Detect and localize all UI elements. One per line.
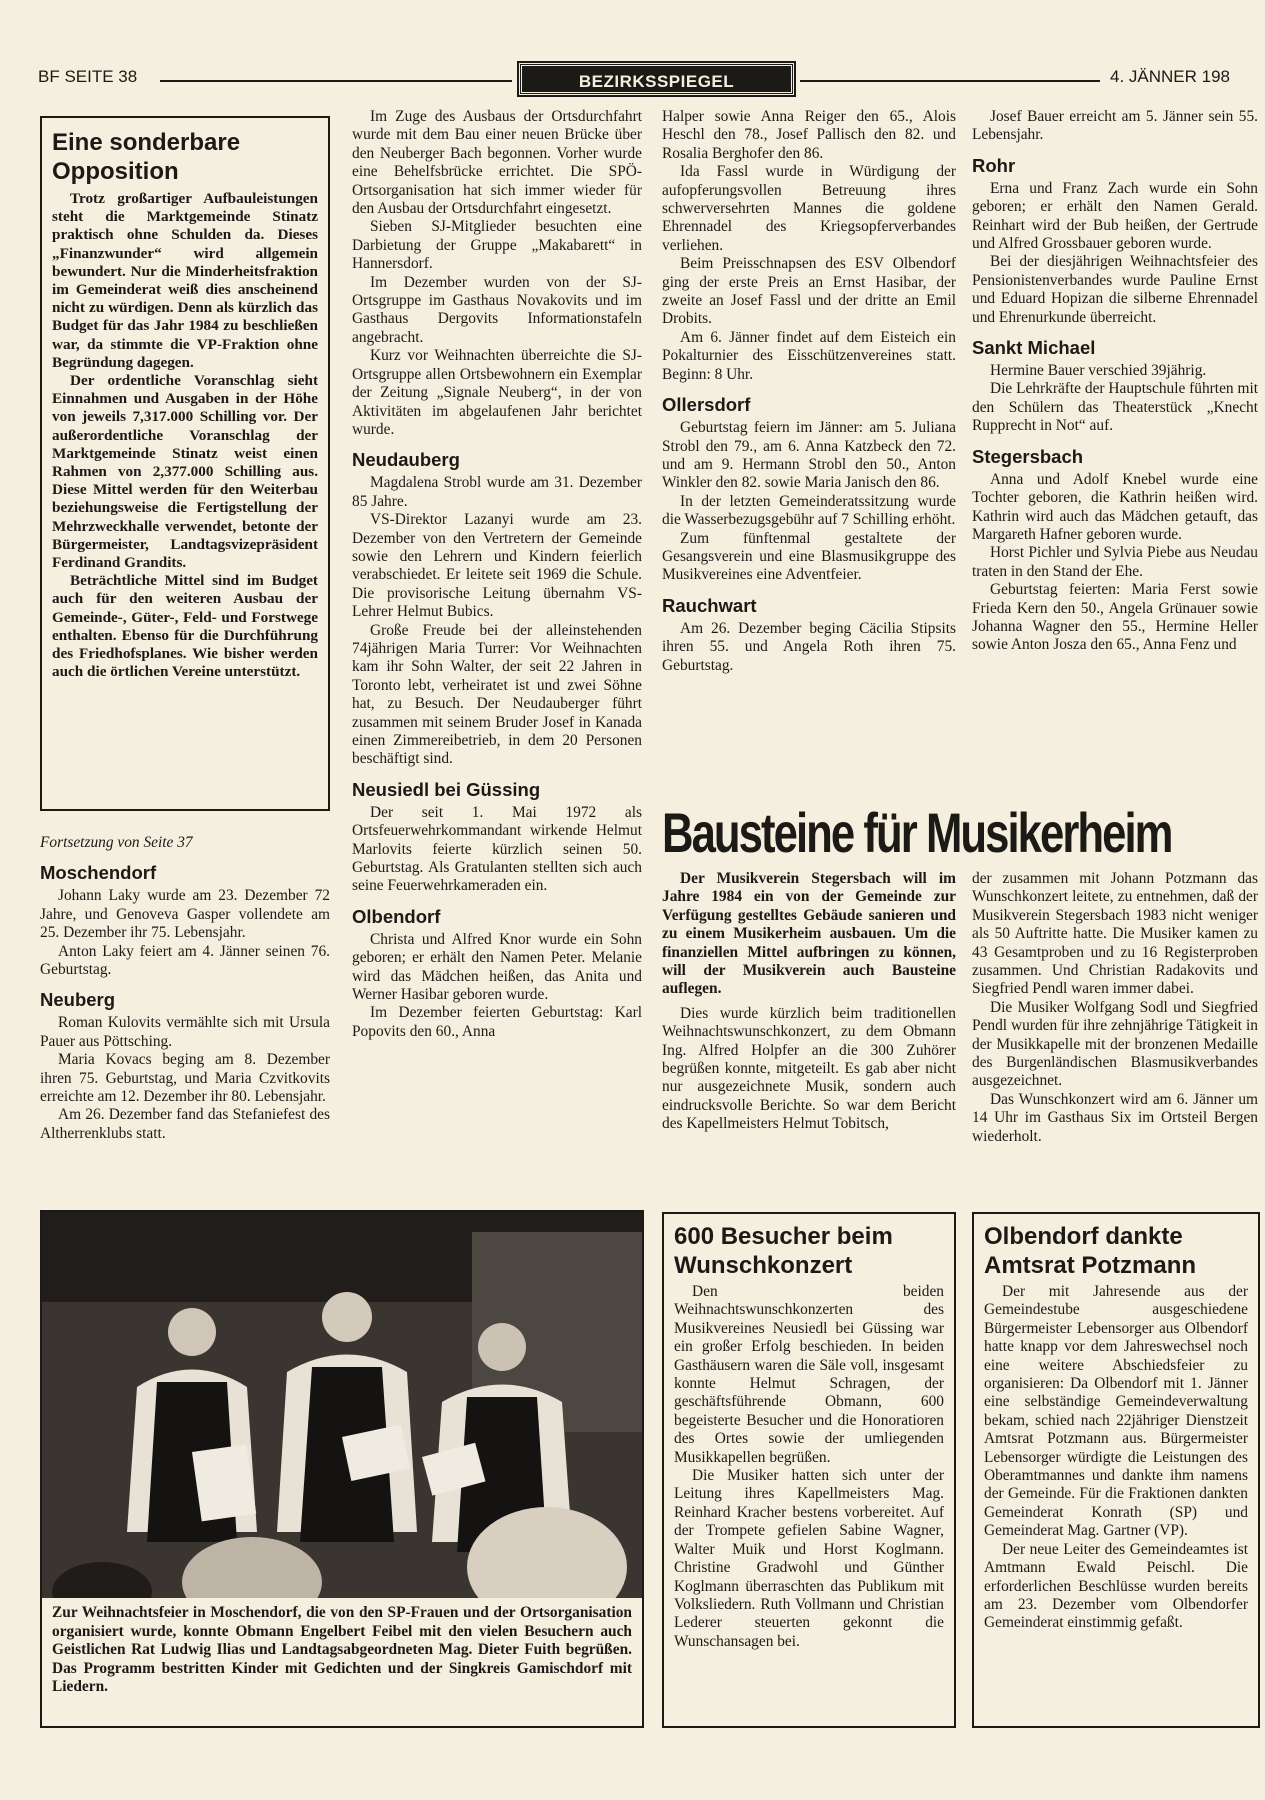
col3-intro-4: Am 6. Jänner findet auf dem Eisteich ein Pokalturnier des Eisschützenvereines statt. Beginn: 8 Uhr. xyxy=(662,328,956,383)
wunschkonzert-box xyxy=(662,1212,956,1728)
column-4 xyxy=(972,108,1258,655)
section-banner: BEZIRKSSPIEGEL xyxy=(519,63,794,95)
heading-stegersbach: Stegersbach xyxy=(972,445,1084,467)
col3-intro-1: Halper sowie Anna Reiger den 65., Alois Heschl den 78., Josef Pallisch den 82. und Rosalia Berghofer den 86. xyxy=(662,108,956,162)
musikerheim-right-para-2: Die Musiker Wolfgang Sodl und Siegfried Pendl wurden für ihre zehnjährige Tätigkeit in der Musikkapelle mit der bronzenen Medaille des Burgenländischen Blasmusikverbandes ausgezeichnet. xyxy=(972,998,1258,1090)
heading-rohr: Rohr xyxy=(972,154,1016,176)
musikerheim-right-para-1: der zusammen mit Johann Potzmann das Wunschkonzert leitete, zu entnehmen, daß der Musikverein Stegersbach 1983 nicht weniger als 50 Auftritte hatte. Die Musiker kamen zu 43 Gesamtproben und zu 16 Registerproben zusammen. Und Christian Radakovits und Siegfried Pendl waren immer dabei. xyxy=(972,870,1258,998)
ollersdorf-para-2: In der letzten Gemeinderatssitzung wurde die Wasserbezugsgebühr auf 7 Schilling erhöht. xyxy=(662,492,956,529)
olbendorf-para-1: Christa und Alfred Knor wurde ein Sohn geboren; er erhält den Namen Peter. Melanie wird das Mädchen heißen, das Anita und Werner Hasibar geboren wurde. xyxy=(352,930,642,1004)
col2-intro-2: Sieben SJ-Mitglieder besuchten eine Darbietung der Gruppe „Makabarett“ in Hannersdorf. xyxy=(352,218,642,273)
opposition-title: Eine sonderbare Opposition xyxy=(52,129,241,185)
potzmann-box xyxy=(972,1212,1260,1728)
heading-neuberg: Neuberg xyxy=(40,989,116,1011)
neuberg-para-1: Roman Kulovits vermählte sich mit Ursula Pauer aus Pöttsching. xyxy=(40,1014,330,1050)
rohr-para-1: Erna und Franz Zach wurde ein Sohn geboren; er erhält den Namen Gerald. Reinhart wird der Bub heißen, der Gertrude und Alfred Grossbauer geboren wurde. xyxy=(972,179,1258,253)
opposition-para-2: Der ordentliche Voranschlag sieht Einnahmen und Ausgaben in der Höhe von jeweils 7,317.000 Schilling vor. Der außerordentliche Voranschlag der Marktgemeinde Stinatz weist einen Rahmen von 2,377.000 Schilling aus. Diese Mittel werden für den Weiterbau beziehungsweise die Fertigstellung der Mehrzweckhalle verwendet, betonte der Bürgermeister, Landtagsvizepräsident Ferdinand Grandits. xyxy=(52,372,318,572)
heading-sankt-michael: Sankt Michael xyxy=(972,337,1096,359)
moschendorf-para-1: Johann Laky wurde am 23. Dezember 72 Jahre, und Genoveva Gasper vollendete am 25. Dezember ihr 75. Lebensjahr. xyxy=(40,887,330,942)
col2-intro-1: Im Zuge des Ausbaus der Ortsdurchfahrt wurde mit dem Bau einer neuen Brücke über den Neuberger Bach begonnen. Vorher wurde eine Behelfsbrücke errichtet. Die SPÖ-Ortsorganisation hat sich immer wieder für den Ausbau der Ortsdurchfahrt eingesetzt. xyxy=(352,108,642,218)
neusiedl-para-1: Der seit 1. Mai 1972 als Ortsfeuerwehrkommandant wirkende Helmut Marlovits feierte kürzlich seinen 50. Geburtstag. Als Gratulanten stellten sich auch seine Feuerwehrkameraden ein. xyxy=(352,803,642,895)
opposition-para-3: Beträchtliche Mittel sind im Budget auch für den weiteren Ausbau der Gemeinde-, Güter-, Feld- und Forstwege enthalten. Ebenso für die Durchführung des Friedhofsplanes. Wie bisher werden auch die örtlichen Vereine unterstützt. xyxy=(52,572,318,681)
heading-ollersdorf: Ollersdorf xyxy=(662,394,751,416)
michael-para-1: Hermine Bauer verschied 39jährig. xyxy=(990,362,1207,380)
opposition-box xyxy=(40,116,330,811)
wunschkonzert-para-2: Die Musiker hatten sich unter der Leitung ihres Kapellmeisters Mag. Reinhard Kracher bestens vorbereitet. Auf der Trompete gefielen Sabine Wagner, Walter Muik und Horst Koglmann. Christine Gradwohl und Günther Koglmann überraschten das Publikum mit Volksliedern. Ruth Vollmann und Christian Lederer steuerten gekonnt die Wunschansagen bei. xyxy=(674,1467,944,1650)
header-rule-left xyxy=(160,80,512,82)
potzmann-title: Olbendorf dankte Amtsrat Potzmann xyxy=(984,1223,1197,1279)
heading-neudauberg: Neudauberg xyxy=(352,449,460,471)
stegersbach-para-2: Horst Pichler und Sylvia Piebe aus Neudau traten in den Stand der Ehe. xyxy=(972,544,1258,580)
musikerheim-left xyxy=(662,870,956,1134)
musikerheim-lead: Der Musikverein Stegersbach will im Jahre 1984 ein von der Gemeinde zur Verfügung gestelltes Gebäude sanieren und zu einem Musikerheim ausbauen. Um die finanziellen Mittel aufbringen zu können, will der Musikverein auch Bausteine auflegen. xyxy=(662,870,956,998)
column-2 xyxy=(352,108,642,1041)
ollersdorf-para-3: Zum fünftenmal gestaltete der Gesangsverein und eine Blasmusikgruppe des Musikvereines eine Adventfeier. xyxy=(662,529,956,584)
col4-intro-1: Josef Bauer erreicht am 5. Jänner sein 55. Lebensjahr. xyxy=(972,108,1258,144)
neudauberg-para-3: Große Freude bei der alleinstehenden 74jährigen Maria Turrer: Vor Weihnachten kam ihr Sohn Walter, der seit 22 Jahren in Toronto lebt, verheiratet ist und zwei Söhne hat, zu Besuch. Der Neudauberger führt zusammen mit seinem Bruder Josef in Kanada einen Zimmereibetrieb, in dem 20 Personen beschäftigt sind. xyxy=(352,621,642,768)
musikerheim-body-left: Dies wurde kürzlich beim traditionellen Weihnachtswunschkonzert, zu dem Obmann Ing. Alfred Holpfer an die 300 Zuhörer begrüßen konnte, mitgeteilt. Es gab aber nicht nur ausgezeichnete Musik, sondern auch eindrucksvolle Berichte. So war dem Bericht des Kapellmeisters Helmut Tobitsch, xyxy=(662,1004,956,1133)
neuberg-para-2: Maria Kovacs beging am 8. Dezember ihren 75. Geburtstag, und Maria Czvitkovits erreichte am 12. Dezember ihr 80. Lebensjahr. xyxy=(40,1051,330,1106)
neuberg-para-3: Am 26. Dezember fand das Stefaniefest des Altherrenklubs statt. xyxy=(40,1106,330,1142)
michael-para-2: Die Lehrkräfte der Hauptschule führten mit den Schülern das Theaterstück „Knecht Rupprecht in Not“ auf. xyxy=(972,380,1258,435)
ollersdorf-para-1: Geburtstag feiern im Jänner: am 5. Juliana Strobl den 79., am 6. Anna Katzbeck den 72. und am 9. Hermann Strobl den 50., Anton Winkler den 82. sowie Maria Janisch den 86. xyxy=(662,419,956,492)
wunschkonzert-title: 600 Besucher beim Wunschkonzert xyxy=(674,1223,893,1279)
issue-date: 4. JÄNNER 198 xyxy=(1110,67,1230,86)
heading-rauchwart: Rauchwart xyxy=(662,594,757,616)
heading-olbendorf: Olbendorf xyxy=(352,905,441,927)
neudauberg-para-2: VS-Direktor Lazanyi wurde am 23. Dezember von den Vertretern der Gemeinde sowie den Lehrern und Kindern feierlich verabschiedet. Er leitete seit 1969 die Schule. Die provisorische Leitung übernahm VS-Lehrer Helmut Bubics. xyxy=(352,511,642,621)
heading-moschendorf: Moschendorf xyxy=(40,862,157,884)
stegersbach-para-3: Geburtstag feierten: Maria Ferst sowie Frieda Kern den 50., Angela Grünauer sowie Johanna Wagner den 55., Hermine Heller sowie Anton Josza den 65., Anna Fenz und xyxy=(972,581,1258,654)
potzmann-para-1: Der mit Jahresende aus der Gemeindestube ausgeschiedene Bürgermeister Lebensorger aus Olbendorf hatte knapp vor dem Jahreswechsel noch eine weitere Abschiedsfeier zu organisieren: Da Olbendorf mit 1. Jänner eine selbständige Gemeindeverwaltung bekam, schied nach 22jähriger Dienstzeit Amtsrat Potzmann aus. Bürgermeister Lebensorger würdigte die Leistungen des Oberamtmannes und dankte ihm namens der Gemeinde. Für die Fraktionen dankten Gemeinderat Konrath (SP) und Gemeinderat Mag. Gartner (VP). xyxy=(984,1283,1248,1540)
rohr-para-2: Bei der diesjährigen Weihnachtsfeier des Pensionistenverbandes wurde Pauline Ernst und Eduard Hopizan die silberne Ehrennadel und Ehrenurkunde überreicht. xyxy=(972,253,1258,326)
moschendorf-para-2: Anton Laky feiert am 4. Jänner seinen 76. Geburtstag. xyxy=(40,942,330,979)
olbendorf-para-2: Im Dezember feierten Geburtstag: Karl Popovits den 60., Anna xyxy=(352,1004,642,1040)
musikerheim-right-para-3: Das Wunschkonzert wird am 6. Jänner um 14 Uhr im Gasthaus Six im Ortsteil Bergen wiederholt. xyxy=(972,1090,1258,1145)
col2-intro-4: Kurz vor Weihnachten überreichte die SJ-Ortsgruppe allen Ortsbewohnern ein Exemplar der Zeitung „Signale Neuberg“, in der von Aktivitäten im abgelaufenen Jahr berichtet wurde. xyxy=(352,347,642,438)
heading-neusiedl: Neusiedl bei Güssing xyxy=(352,778,541,800)
continued-note: Fortsetzung von Seite 37 xyxy=(40,834,193,851)
rauchwart-para-1: Am 26. Dezember beging Cäcilia Stipsits ihren 55. und Angela Roth ihren 75. Geburtstag. xyxy=(662,619,956,674)
stegersbach-para-1: Anna und Adolf Knebel wurde eine Tochter geboren, die Kathrin heißen wird. Kathrin wird auch das Mädchen getauft, das Margareth Hafner geboren wurde. xyxy=(972,470,1258,543)
photo-frame xyxy=(40,1210,644,1728)
col2-intro-3: Im Dezember wurden von der SJ-Ortsgruppe im Gasthaus Novakovits und im Gasthaus Dergovits Informationstafeln angebracht. xyxy=(352,273,642,346)
neudauberg-para-1: Magdalena Strobl wurde am 31. Dezember 85 Jahre. xyxy=(352,474,642,510)
opposition-para-1: Trotz großartiger Aufbauleistungen steht die Marktgemeinde Stinatz praktisch ohne Schulden da. Dieses „Finanzwunder“ wird allgemein bewundert. Nur die Minderheitsfraktion im Gemeinderat weiß dies anscheinend nicht zu würdigen. Denn als kürzlich das Budget für das Jahr 1984 zu beschließen war, da stimmte die VP-Fraktion ohne Begründung dagegen. xyxy=(52,190,318,371)
musikerheim-headline: Bausteine für Musikerheim xyxy=(662,801,1172,864)
column-3 xyxy=(662,108,956,675)
wunschkonzert-para-1: Den beiden Weihnachtswunschkonzerten des Musikvereines Neusiedl bei Güssing war ein großer Erfolg beschieden. In beiden Gasthäusern waren die Säle voll, insgesamt konnte Helmut Schragen, der geschäftsführende Obmann, 600 begeisterte Besucher und die Honoratioren des Ortes sowie der umliegenden Musikkapellen begrüßen. xyxy=(674,1283,944,1466)
photo-caption: Zur Weihnachtsfeier in Moschendorf, die von den SP-Frauen und der Ortsorganisation organisiert wurde, konnte Obmann Engelbert Feibel mit den vielen Besuchern auch Geistlichen Rat Ludwig Ilias und Landtagsabgeordneten Mag. Dieter Fuith begrüßen. Das Programm bestritten Kinder mit Gedichten und der Singkreis Gamischdorf mit Liedern. xyxy=(42,1598,642,1726)
header-rule-right xyxy=(800,80,1100,82)
page-label: BF SEITE 38 xyxy=(38,67,138,86)
column-1-lower xyxy=(40,834,330,1143)
col3-intro-2: Ida Fassl wurde in Würdigung der aufopferungsvollen Betreuung ihres schwerversehrten Mannes die goldene Ehrennadel des Kriegsopferverbandes verliehen. xyxy=(662,163,956,254)
potzmann-para-2: Der neue Leiter des Gemeindeamtes ist Amtmann Ewald Peischl. Die erforderlichen Beschlüsse wurden bereits am 23. Dezember vom Olbendorfer Gemeinderat einstimmig gefaßt. xyxy=(984,1540,1248,1632)
col3-intro-3: Beim Preisschnapsen des ESV Olbendorf ging der erste Preis an Ernst Hasibar, der zweite an Josef Fassl und der dritte an Emil Drobits. xyxy=(662,255,956,328)
musikerheim-right xyxy=(972,870,1258,1146)
